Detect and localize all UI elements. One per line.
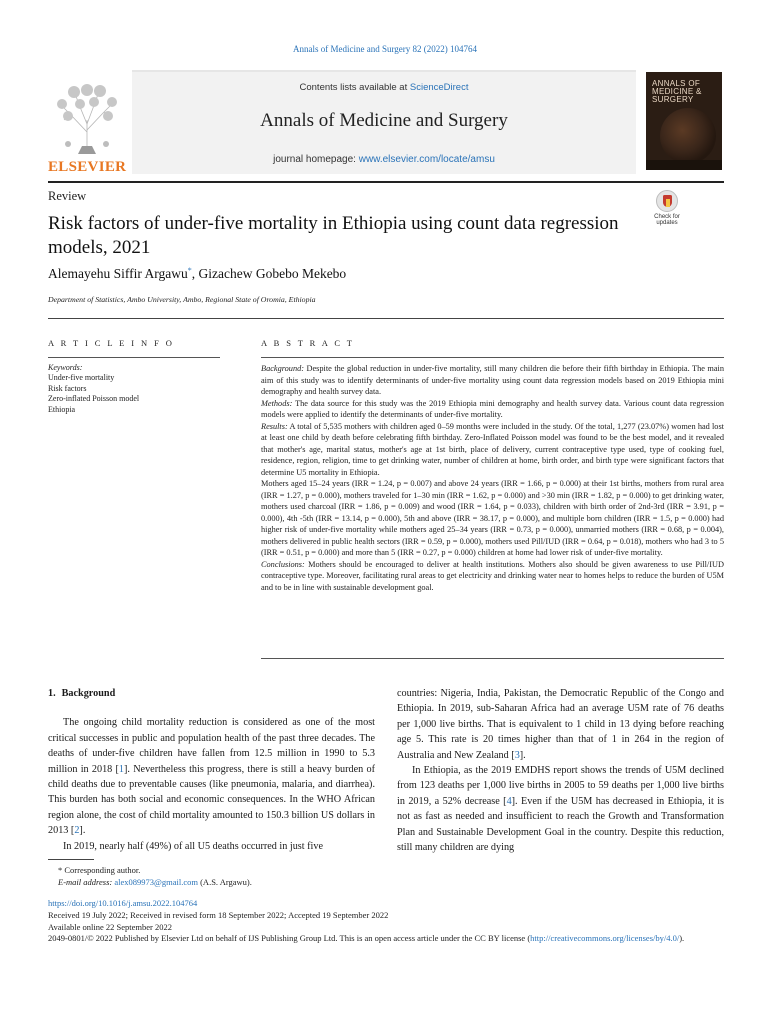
section-heading — [48, 686, 375, 701]
homepage-prefix: journal homepage: — [273, 154, 359, 165]
abstract-methods — [261, 398, 724, 421]
author-list — [48, 266, 346, 282]
abstract-results-continued: Mothers aged 15–24 years (IRR = 1.24, p = 0.007) and above 24 years (IRR = 1.66, p = 0.000) at their 1st births, mothers from rural area (IRR = 1.27, p = 0.000), mothers traveled for 1–30 min (IRR = 1.62, p = 0.000) and >30 min (IRR = 1.82, p = 0.000) to get drinking water, mothers used charcoal (IRR = 1.86, p = 0.009) and wood (IRR = 1.64, p = 0.033), children with birth order of 2nd-3rd (IRR = 3.91, p = 0.000), 4th -5th (IRR = 13.14, p = 0.000), 5th and above (IRR = 38.17, p = 0.000), and multiple born children (IRR = 1.5, p = 0.000) had higher risk of under-five mortality while mothers aged 25–34 years (IRR = 0.73, p = 0.000), unmarried mothers (IRR = 0.68, p = 0.004), mothers delivered in public health sectors (IRR = 0.59, p = 0.000), mothers used Pill/IUD (IRR = 0.64, p = 0.018), mothers who had 3 to 5 (IRR = 0.51, p = 0.000) and more than 5 (IRR = 0.27, p = 0.000) children at home had lower risk of under-five mortality. — [261, 479, 724, 557]
body-paragraph — [397, 763, 724, 855]
journal-masthead — [48, 70, 724, 174]
license-statement — [48, 933, 724, 945]
abstract-label: Results: — [261, 421, 288, 431]
cover-artwork — [660, 108, 716, 164]
cover-title-text: ANNALS OF MEDICINE & SURGERY — [652, 79, 702, 104]
email-label: E-mail address: — [58, 877, 113, 888]
keywords-label: Keywords: — [48, 363, 83, 372]
corresponding-author-mark[interactable]: * — [187, 266, 192, 275]
journal-title: Annals of Medicine and Surgery — [260, 110, 508, 131]
available-online-date: Available online 22 September 2022 — [48, 921, 173, 932]
body-paragraph: In 2019, nearly half (49%) of all U5 deaths occurred in just five — [63, 840, 323, 852]
citation-link[interactable]: 2 — [74, 825, 80, 837]
author-name: Gizachew Gobebo Mekebo — [198, 266, 347, 281]
citation-link[interactable]: 1 — [118, 763, 124, 775]
footnote-text: Corresponding author. — [64, 865, 141, 875]
abstract-text: The data source for this study was the 2019 Ethiopia mini demography and health survey data. Various count data regression models were applied to identify the determinants of under-five mortality. — [261, 398, 724, 419]
article-title: Risk factors of under-five mortality in Ethiopia using count data regression models, 2021 — [48, 213, 619, 258]
keyword-item: Zero-inflated Poisson model — [48, 394, 140, 404]
masthead-banner — [132, 70, 636, 174]
abstract-text: A total of 5,535 mothers with children aged 0–59 months were included in the study. Of the total, 1,277 (23.07%) women had lost at least one child by death before celebrating fifth birthday. Zero-Inflated Poisson model was found to be the best model, and it revealed that mother's age, marital status, mother's age at 1st birth, place of delivery, current contraceptive type used, type of cooking fuel, residence, region, religion, time to get drinking water, number of children at home, birth order, and birth type were significant factors that determine U5 mortality in Ethiopia. — [261, 421, 724, 477]
body-paragraph — [48, 715, 375, 838]
article-metadata — [48, 898, 724, 945]
header-divider — [48, 181, 724, 183]
keyword-item: Ethiopia — [48, 404, 76, 414]
citation-link[interactable]: 3 — [514, 749, 520, 761]
email-suffix: (A.S. Argawu). — [197, 877, 252, 888]
abstract-body — [261, 363, 724, 593]
abstract-results — [261, 421, 724, 479]
abstract-label: Methods: — [261, 398, 293, 408]
paragraph-text: The ongoing child mortality reduction is considered as one of the most critical successes in public and population health of the past three decades. The deaths of under-five children have fallen from 12.5 million in 1990 to 5.3 million in 2018 [ — [48, 717, 375, 775]
sciencedirect-link[interactable]: ScienceDirect — [409, 82, 469, 93]
keyword-item: Risk factors — [48, 383, 87, 393]
license-text: 2049-0801/© 2022 Published by Elsevier Ltd on behalf of IJS Publishing Group Ltd. This is an open access article under the CC BY license — [48, 933, 526, 944]
section-title: Background — [61, 688, 116, 699]
abstract-conclusions — [261, 559, 724, 594]
cover-footer-strip — [646, 160, 722, 170]
bookmark-icon — [656, 190, 678, 212]
abstract-label: Conclusions: — [261, 559, 305, 569]
body-column-left — [48, 686, 375, 854]
body-column-right — [397, 686, 724, 855]
paragraph-text: ]. Nevertheless this progress, there is still a heavy burden of child deaths due to preventable causes (like pneumonia, malaria, and diarrhea). This burden has both social and economic consequences. In the WHO African region alone, the cost of child mortality amounted to 150.3 billion US dollars in 2013 [ — [48, 763, 375, 837]
article-info-divider — [48, 357, 220, 358]
corresponding-author-note — [48, 864, 724, 876]
paragraph-text: In Ethiopia, as the 2019 EMDHS report shows the trends of U5M declined from 123 deaths per 1,000 live births in 2005 to 59 deaths per 1,000 live births in 2019, a 52% decrease [ — [397, 765, 724, 807]
email-link[interactable]: alex089973@gmail.com — [114, 877, 198, 888]
section-divider — [48, 318, 724, 319]
email-note — [48, 876, 724, 888]
abstract-divider — [261, 357, 724, 358]
elsevier-logo[interactable] — [48, 80, 127, 175]
footnotes — [48, 864, 724, 888]
abstract-label: Background: — [261, 364, 305, 373]
paragraph-text: ]. Even if the U5M has decreased in Ethiopia, it is not as fast as needed and insufficient to reach the Growth and Transformation Plan and Sustainable Development Goal in the country. Despite this reduction, still many children are dying — [397, 795, 724, 854]
abstract-text: Mothers should be encouraged to deliver at health institutions. Mothers also should be given awareness to use Pill/IUD contraceptive type. Moreover, facilitating rural areas to get electricity and drinking water near to homes helps to reduce the burden of U5M and to be in line with sustainable development goal. — [261, 559, 724, 592]
paragraph-text: ]. — [79, 825, 86, 837]
footnote-mark: * — [58, 865, 63, 875]
keywords-block — [48, 363, 220, 415]
body-paragraph — [397, 686, 724, 763]
homepage-line — [132, 154, 636, 165]
citation-link[interactable]: 4 — [506, 795, 512, 807]
abstract-text: Despite the global reduction in under-five mortality, still many children die before their fifth birthday in Ethiopia. The main aim of this study was to identify determinants of under-five mortality using count data regression models based on 2019 Ethiopia mini demography and health survey data. — [261, 364, 724, 396]
journal-cover-thumbnail[interactable] — [646, 72, 722, 170]
check-for-updates-label: Check for updates — [654, 214, 680, 226]
contents-line — [132, 82, 636, 93]
abstract-end-divider — [261, 658, 724, 659]
journal-homepage-link[interactable]: www.elsevier.com/locate/amsu — [358, 154, 495, 165]
license-open: ( — [527, 933, 531, 944]
journal-reference[interactable]: Annals of Medicine and Surgery 82 (2022) 104764 — [292, 44, 478, 54]
license-link[interactable]: http://creativecommons.org/licenses/by/4.0/ — [530, 933, 680, 944]
keyword-item: Under-five mortality — [48, 373, 115, 383]
author-separator: , — [191, 266, 199, 281]
author-name: Alemayehu Siffir Argawu — [48, 266, 188, 281]
abstract-background — [261, 363, 724, 398]
publisher-name: ELSEVIER — [48, 159, 127, 175]
article-info-heading: A R T I C L E I N F O — [48, 338, 175, 348]
license-close: ). — [679, 933, 685, 944]
doi-link[interactable]: https://doi.org/10.1016/j.amsu.2022.104764 — [48, 898, 198, 908]
footnote-divider — [48, 859, 94, 860]
contents-prefix: Contents lists available at — [299, 82, 410, 93]
paragraph-text: countries: Nigeria, India, Pakistan, the Democratic Republic of the Congo and Ethiopia. In 2019, sub-Saharan Africa had an average U5M rate of 76 deaths per 1,000 live births. That is equivalent to 1 child in 13 dying before reaching age 5. This rate is 20 times higher than that of 1 in 264 in the region of Australia and New Zealand [ — [397, 688, 724, 761]
tree-icon — [48, 80, 126, 158]
author-affiliation: Department of Statistics, Ambo University, Ambo, Regional State of Oromia, Ethiopia — [48, 295, 316, 304]
received-dates: Received 19 July 2022; Received in revised form 18 September 2022; Accepted 19 September 2022 — [48, 909, 389, 920]
paragraph-text: ]. — [519, 749, 526, 761]
abstract-heading: A B S T R A C T — [261, 338, 355, 348]
article-type: Review — [48, 189, 87, 203]
check-for-updates-badge[interactable] — [649, 190, 685, 230]
section-number: 1. — [48, 688, 56, 699]
